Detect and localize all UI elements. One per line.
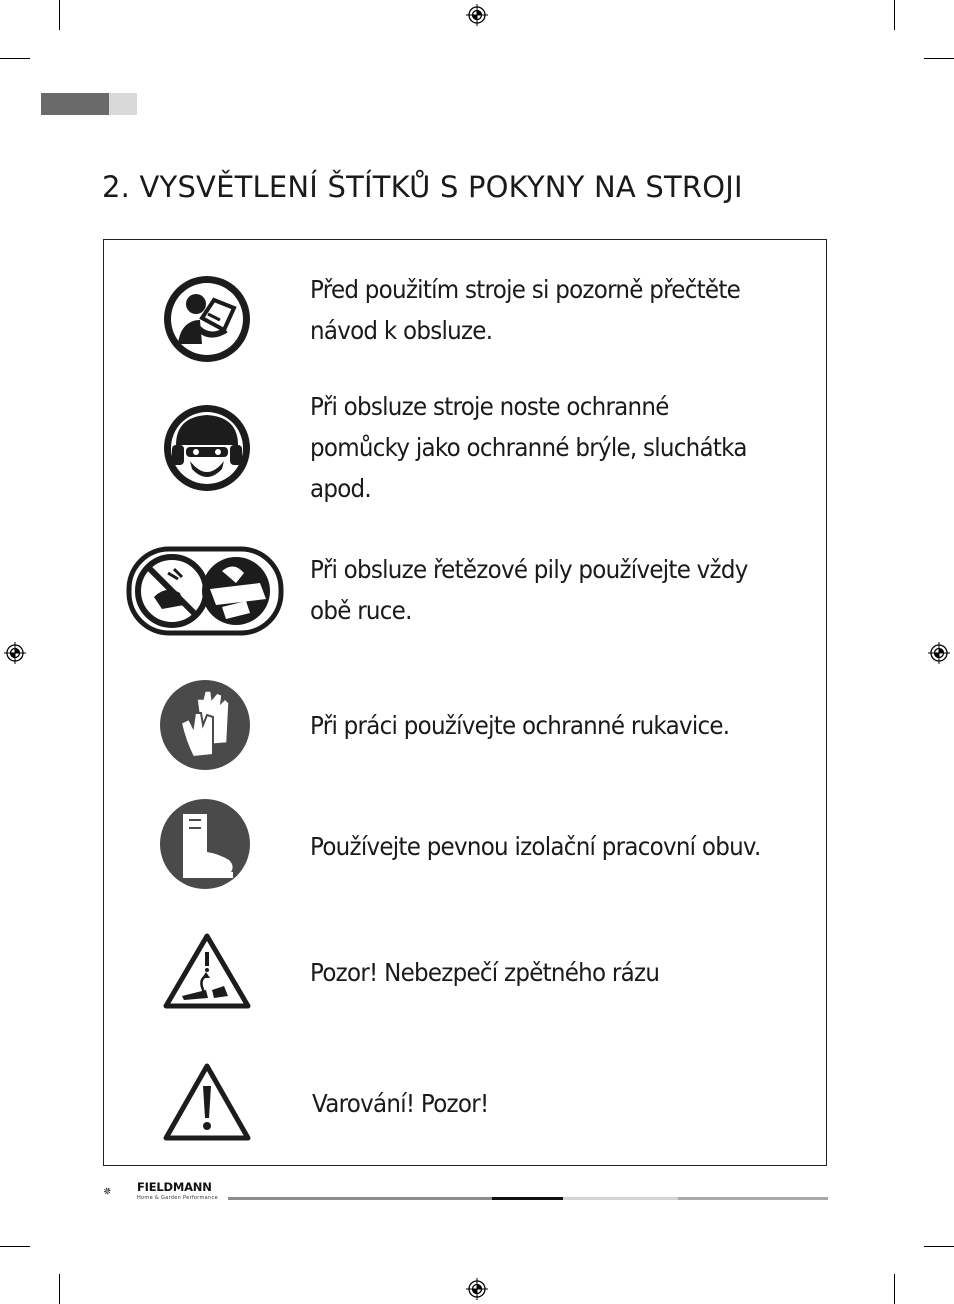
- label-row-read-manual: [104, 260, 826, 370]
- footer-line-black: [492, 1197, 563, 1200]
- kickback-warning-icon: [162, 932, 252, 1010]
- read-manual-icon: [162, 274, 252, 364]
- label-text: Při obsluze stroje noste ochranné pomůcky jako ochranné brýle, sluchátka apod.: [310, 392, 747, 503]
- protective-gear-icon: [162, 403, 252, 493]
- footer-line-mid: [678, 1197, 828, 1200]
- warning-icon: [162, 1062, 252, 1142]
- gloves-icon: [159, 679, 251, 771]
- crop-mark: [59, 1274, 60, 1304]
- label-row-two-hands: [104, 535, 826, 655]
- boots-icon: [159, 798, 251, 890]
- label-row-gloves: [104, 665, 826, 785]
- label-text: Při obsluze řetězové pily používejte vždy obě ruce.: [310, 555, 748, 625]
- crop-mark: [0, 58, 30, 59]
- fieldmann-logo-icon: [103, 1177, 137, 1205]
- label-text: Varování! Pozor!: [312, 1089, 489, 1118]
- crop-mark: [59, 0, 60, 30]
- crop-mark: [894, 0, 895, 30]
- label-row-warning: [104, 1048, 826, 1158]
- labels-panel: [103, 239, 827, 1166]
- footer-line-gray: [228, 1197, 492, 1200]
- crop-mark: [0, 1246, 30, 1247]
- footer-line-light: [563, 1197, 678, 1200]
- label-text: Pozor! Nebezpečí zpětného rázu: [310, 958, 660, 987]
- label-row-boots: [104, 788, 826, 903]
- label-text: Před použitím stroje si pozorně přečtěte návod k obsluze.: [310, 275, 741, 345]
- crop-mark: [924, 58, 954, 59]
- page-tab-light: [109, 93, 137, 115]
- label-row-kickback: [104, 915, 826, 1035]
- registration-mark-icon: [4, 642, 26, 664]
- footer-brand: FIELDMANN: [137, 1180, 212, 1194]
- crop-mark: [894, 1274, 895, 1304]
- label-row-protective-gear: [104, 380, 826, 510]
- footer-tagline: Home & Garden Performance: [137, 1195, 218, 1201]
- page-tab-dark: [41, 93, 109, 115]
- registration-mark-icon: [466, 4, 488, 26]
- registration-mark-icon: [928, 642, 950, 664]
- label-text: Používejte pevnou izolační pracovní obuv.: [310, 832, 761, 861]
- two-hands-chainsaw-icon: [126, 543, 284, 639]
- registration-mark-icon: [466, 1278, 488, 1300]
- label-text: Při práci používejte ochranné rukavice.: [310, 711, 730, 740]
- section-title: 2. VYSVĚTLENÍ ŠTÍTKŮ S POKYNY NA STROJI: [102, 170, 743, 204]
- crop-mark: [924, 1246, 954, 1247]
